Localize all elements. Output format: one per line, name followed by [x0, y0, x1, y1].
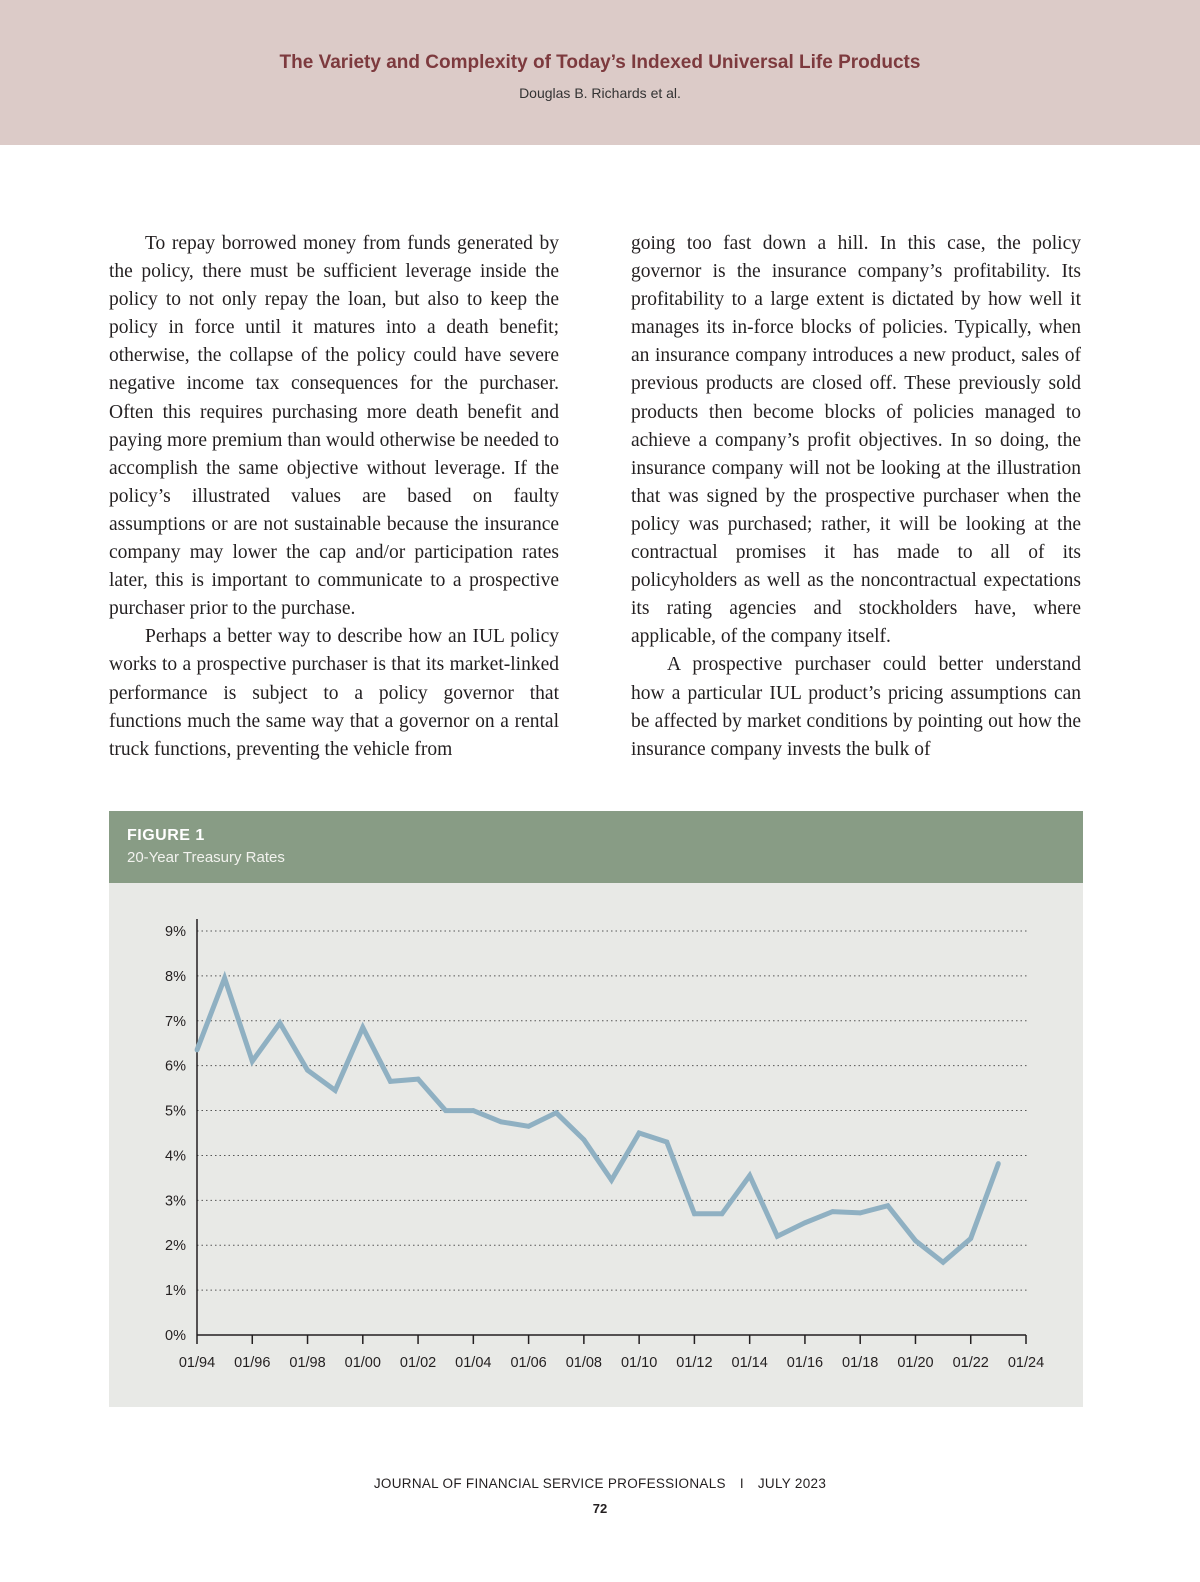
x-tick-label: 01/12	[676, 1355, 713, 1371]
chart-area	[109, 883, 1083, 1407]
data-point	[803, 1220, 808, 1225]
x-tick-label: 01/10	[620, 1355, 658, 1371]
data-point	[775, 1234, 780, 1239]
page-footer	[0, 1476, 1200, 1491]
data-point	[858, 1211, 863, 1216]
x-tick-label: 01/16	[786, 1355, 824, 1371]
data-point	[526, 1124, 531, 1129]
data-point	[941, 1260, 946, 1265]
x-tick-label: 01/20	[897, 1355, 934, 1371]
data-point	[637, 1131, 642, 1136]
y-tick-label: 3%	[165, 1193, 186, 1210]
x-tick-label: 01/98	[289, 1355, 326, 1371]
data-point	[333, 1088, 338, 1093]
data-point	[609, 1178, 614, 1183]
y-tick-label: 5%	[165, 1103, 186, 1120]
data-point	[195, 1048, 200, 1053]
article-authors: Douglas B. Richards et al.	[519, 85, 681, 101]
data-point	[830, 1209, 835, 1214]
data-point	[554, 1110, 559, 1115]
y-tick-label: 0%	[165, 1328, 186, 1344]
x-tick-label: 01/04	[455, 1355, 492, 1371]
data-point	[250, 1059, 255, 1064]
figure-header	[109, 811, 1083, 883]
data-point	[305, 1068, 310, 1073]
data-point	[747, 1173, 752, 1178]
data-point	[360, 1025, 365, 1030]
page-number: 72	[592, 1501, 608, 1516]
data-point	[996, 1161, 1001, 1166]
data-point	[913, 1238, 918, 1243]
y-tick-label: 7%	[165, 1013, 186, 1030]
data-point	[471, 1108, 476, 1113]
paragraph: Perhaps a better way to describe how an IUL policy works to a prospective purchaser is that its market-linked performance is subject to a policy governor that functions much the same way that a governor on a rental truck functions, preventing the vehicle from	[109, 626, 559, 760]
figure-caption: 20-Year Treasury Rates	[127, 849, 285, 866]
article-title: The Variety and Complexity of Today’s Indexed Universal Life Products	[279, 52, 921, 73]
paragraph: To repay borrowed money from funds generated by the policy, there must be sufficient leverage inside the policy to not only repay the loan, but also to keep the policy in force until it matures into a death benefit; otherwise, the collapse of the policy could have severe negative income tax consequences for the purchaser. Often this requires purchasing more death benefit and paying more premium than would otherwise be needed to accomplish the same objective without leverage. If the policy’s illustrated values are based on faulty assumptions or are not sustainable because the insurance company may lower the cap and/or participation rates later, this is important to communicate to a prospective purchaser prior to the purchase.	[109, 233, 559, 620]
footer-separator: I	[739, 1476, 744, 1491]
line-chart	[109, 883, 1083, 1407]
data-point	[664, 1140, 669, 1145]
x-tick-label: 01/00	[344, 1355, 381, 1371]
y-tick-label: 9%	[165, 924, 186, 940]
y-tick-label: 6%	[165, 1058, 186, 1075]
y-tick-label: 4%	[165, 1148, 186, 1165]
x-tick-label: 01/14	[731, 1355, 768, 1371]
y-tick-label: 1%	[165, 1283, 186, 1300]
journal-name: JOURNAL OF FINANCIAL SERVICE PROFESSIONALS	[373, 1476, 726, 1491]
data-point	[581, 1137, 586, 1142]
issue-date: JULY 2023	[757, 1476, 827, 1491]
data-point	[278, 1021, 283, 1026]
x-tick-label: 01/94	[178, 1355, 216, 1371]
paragraph: going too fast down a hill. In this case, the policy governor is the insurance company’s profitability. Its profitability to a large extent is dictated by how well it manages its in-force blocks of policies. Typically, when an insurance company introduces a new product, sales of previous products are closed off. These previously sold products then become blocks of policies managed to achieve a company’s profit objectives. In so doing, the insurance company will not be looking at the illustration that was signed by the prospective purchaser when the policy was purchased; rather, it will be looking at the contractual promises it has made to all of its policyholders as well as the noncontractual expectations its rating agencies and stockholders have, where applicable, of the company itself.	[631, 233, 1081, 648]
x-tick-label: 01/22	[952, 1355, 989, 1371]
x-tick-label: 01/06	[510, 1355, 547, 1371]
data-point	[885, 1203, 890, 1208]
data-point	[416, 1077, 421, 1082]
left-column	[109, 230, 559, 764]
right-column	[631, 230, 1081, 764]
data-point	[968, 1236, 973, 1241]
y-tick-label: 8%	[165, 968, 186, 985]
figure-label: FIGURE 1	[127, 827, 205, 844]
data-point	[499, 1119, 504, 1124]
data-point	[222, 976, 227, 981]
y-tick-label: 2%	[165, 1238, 186, 1255]
page-header	[0, 0, 1200, 145]
x-tick-label: 01/18	[842, 1355, 879, 1371]
data-point	[388, 1079, 393, 1084]
data-point	[692, 1211, 697, 1216]
x-tick-label: 01/96	[234, 1355, 271, 1371]
paragraph: A prospective purchaser could better understand how a particular IUL product’s pricing assumptions can be affected by market conditions by pointing out how the insurance company invests the bulk of	[631, 654, 1081, 760]
x-tick-label: 01/08	[565, 1355, 603, 1371]
x-tick-label: 01/24	[1007, 1355, 1045, 1371]
x-tick-label: 01/02	[399, 1355, 437, 1371]
data-point	[443, 1108, 448, 1113]
data-point	[720, 1211, 725, 1216]
